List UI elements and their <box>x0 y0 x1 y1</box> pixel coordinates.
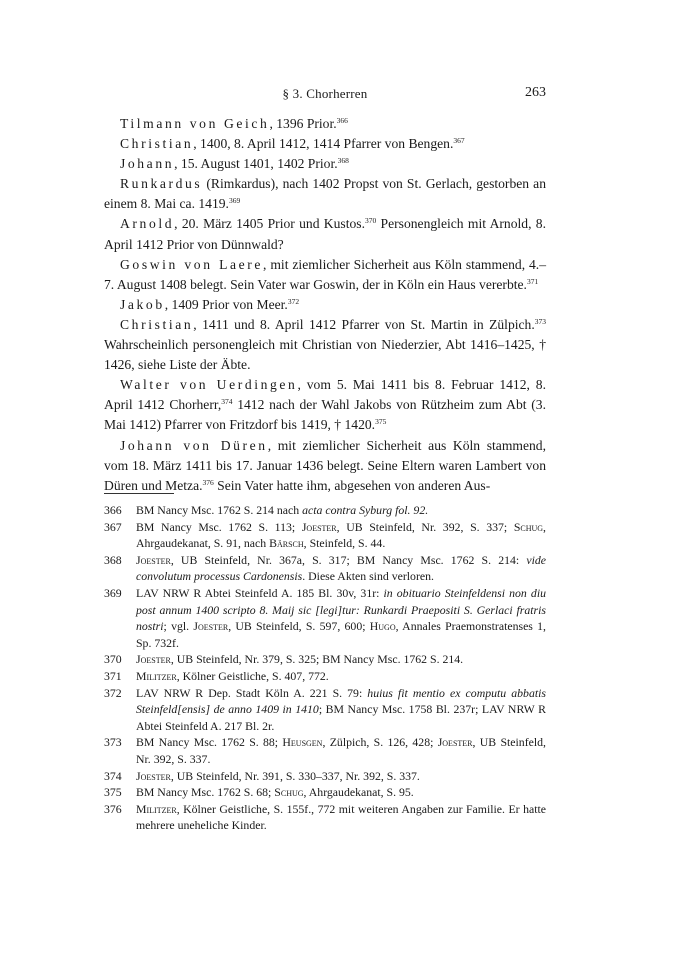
entry-text: , vom 5. Mai 1411 bis 8. Februar 1412, 8. April 1412 Chorherr, <box>104 377 546 413</box>
footnote-text: LAV NRW R Dep. Stadt Köln A. 221 S. 79: <box>136 685 368 700</box>
footnote-number: 368 <box>104 552 122 567</box>
person-name: Christian <box>120 316 194 332</box>
footnote-ref: 375 <box>375 417 387 427</box>
footnote <box>104 801 546 834</box>
footnote-text: , Kölner Geistliche, S. 155f., 772 mit weiteren Angaben zur Familie. Er hatte mehrere uneheliche Kinder. <box>136 801 546 833</box>
entry-paragraph <box>104 315 546 375</box>
footnote-text: Joester <box>301 519 337 534</box>
footnote-text: vide convolutum processus Cardonensis <box>136 552 546 584</box>
footnote-text: , UB Steinfeld, Nr. 392, S. 337; <box>336 519 514 534</box>
footnote <box>104 734 546 767</box>
entry-paragraph <box>104 295 546 315</box>
footnote <box>104 651 546 668</box>
entry-text: (Rimkardus), nach 1402 Propst von St. Gerlach, gestorben an einem 8. Mai ca. 1419. <box>104 176 546 212</box>
footnote-text: LAV NRW R Abtei Steinfeld A. 185 Bl. 30v, 31r: <box>136 585 384 600</box>
footnote-text: , UB Steinfeld, S. 597, 600; <box>228 619 370 634</box>
footnote-ref: 368 <box>337 156 349 166</box>
entry-text: , 1400, 8. April 1412, 1414 Pfarrer von Bengen. <box>193 136 454 152</box>
footnote-text: Bärsch <box>269 536 304 551</box>
entry-text: , 1396 Prior. <box>269 116 337 131</box>
footnote-text: Hugo <box>369 619 396 634</box>
footnote <box>104 519 546 552</box>
entry-text: , mit ziemlicher Sicherheit aus Köln stammend, 4.–7. August 1408 belegt. Sein Vater war Goswin, der in Köln ein Haus vererbte. <box>104 256 546 292</box>
footnote-text: Schug <box>274 785 304 800</box>
entry-text: , mit ziemlicher Sicherheit aus Köln stammend, vom 18. März 1411 bis 17. Januar 1436 belegt. Seine Eltern waren Lambert von Düren und Metza. <box>104 437 546 493</box>
footnote-number: 367 <box>104 519 122 534</box>
footnote-text: ; vgl. <box>163 619 194 634</box>
footnote-text: Schug <box>513 519 544 534</box>
footnote-text: Joester <box>136 652 171 667</box>
entry-paragraph <box>104 134 546 154</box>
person-name: Jakob <box>120 296 165 312</box>
footnote-text: Heusgen <box>282 735 323 750</box>
footnote-ref: 367 <box>453 136 465 146</box>
footnote-ref: 372 <box>287 296 300 306</box>
footnote <box>104 585 546 651</box>
entry-text: 1412 nach der Wahl Jakobs von Rützheim zum Abt (3. Mai 1412) Pfarrer von Fritzdorf bis 1419, † 1420. <box>104 397 546 433</box>
footnote-ref: 369 <box>228 196 241 206</box>
footnote-text: ; BM Nancy Msc. 1758 Bl. 237r; LAV NRW R Abtei Steinfeld A. 217 Bl. 2r. <box>136 702 546 733</box>
entry-text: , 1409 Prior von Meer. <box>164 296 288 312</box>
footnote <box>104 768 546 785</box>
footnote-number: 369 <box>104 585 122 600</box>
person-name: Arnold <box>120 216 175 232</box>
footnote-text: , UB Steinfeld, Nr. 392, S. 337. <box>136 735 546 766</box>
footnote-text: , Annales Praemonstratenses 1, Sp. 732f. <box>136 619 547 650</box>
footnote <box>104 668 546 685</box>
footnotes <box>104 502 546 834</box>
footnote-text: , Ahrgaudekanat, S. 91, nach <box>136 519 546 551</box>
footnote-separator <box>104 493 174 494</box>
footnote-ref: 373 <box>534 316 546 326</box>
footnote-text: . Diese Akten sind verloren. <box>302 569 434 584</box>
entry-paragraph <box>104 154 546 174</box>
footnote-ref: 366 <box>336 116 348 125</box>
entry-paragraph <box>104 174 546 214</box>
footnote-text: , Kölner Geistliche, S. 407, 772. <box>176 668 329 683</box>
footnote-ref: 376 <box>202 477 214 487</box>
entry-text: Wahrscheinlich personengleich mit Christian von Niederzier, Abt 1416–1425, † 1426, siehe Liste der Äbte. <box>104 337 546 373</box>
page-header <box>104 84 546 104</box>
person-name: Johann <box>120 156 175 172</box>
footnote <box>104 784 546 801</box>
person-name: Christian <box>120 136 194 152</box>
footnote-text: , UB Steinfeld, Nr. 391, S. 330–337, Nr. 392, S. 337. <box>170 768 420 783</box>
footnote-ref: 371 <box>526 276 539 286</box>
footnote-number: 376 <box>104 801 122 816</box>
entry-paragraph <box>104 114 546 134</box>
entry-paragraph <box>104 255 546 295</box>
footnote-text: Joester <box>437 735 473 750</box>
footnote-text: BM Nancy Msc. 1762 S. 113; <box>136 519 302 534</box>
footnote-text: , Ahrgaudekanat, S. 95. <box>303 785 414 800</box>
footnote-text: in obituario Steinfeldensi non diu post annum 1400 scripto 8. Maij sic [legi]tur: Runkardi Praepositi S. Gerlaci fratris nostri <box>136 585 546 634</box>
footnote <box>104 685 546 735</box>
footnote <box>104 552 546 585</box>
footnote-number: 370 <box>104 652 122 667</box>
footnote <box>104 502 546 519</box>
footnote-number: 366 <box>104 503 122 517</box>
footnote-text: , UB Steinfeld, Nr. 379, S. 325; BM Nancy Msc. 1762 S. 214. <box>170 652 464 667</box>
entry-text: Personengleich mit Arnold, 8. April 1412 Prior von Dünnwald? <box>104 216 546 252</box>
footnote-text: , Zülpich, S. 126, 428; <box>322 735 438 750</box>
footnote-text: Joester <box>136 768 171 783</box>
entry-text: , 20. März 1405 Prior und Kustos. <box>174 216 365 232</box>
footnote-number: 371 <box>104 668 122 683</box>
footnote-text: Joester <box>193 619 229 634</box>
footnote-text: Joester <box>136 552 171 567</box>
footnote-ref: 370 <box>364 216 377 226</box>
entry-paragraph <box>104 375 546 435</box>
person-name: Walter von Uerdingen <box>120 377 298 393</box>
footnote-text: BM Nancy Msc. 1762 S. 88; <box>136 735 283 750</box>
footnote-text: acta contra Syburg fol. 92. <box>302 503 429 517</box>
person-name: Johann von Düren <box>120 437 268 453</box>
entry-text: , 1411 und 8. April 1412 Pfarrer von St. Martin in Zülpich. <box>193 316 535 332</box>
footnote-text: Militzer <box>136 668 177 683</box>
main-text <box>104 114 546 496</box>
running-head: § 3. Chorherren <box>282 86 368 101</box>
person-name: Goswin von Laere <box>120 256 264 272</box>
footnote-number: 374 <box>104 768 122 783</box>
footnote-text: BM Nancy Msc. 1762 S. 68; <box>136 785 275 800</box>
footnote-number: 375 <box>104 785 122 800</box>
page-number: 263 <box>525 85 546 100</box>
footnote-text: , UB Steinfeld, Nr. 367a, S. 317; BM Nancy Msc. 1762 S. 214: <box>170 552 527 567</box>
entry-paragraph <box>104 436 546 496</box>
footnote-text: , Steinfeld, S. 44. <box>303 536 386 551</box>
footnote-text: BM Nancy Msc. 1762 S. 214 nach <box>136 503 303 517</box>
entry-text: Sein Vater hatte ihm, abgesehen von anderen Aus- <box>213 477 491 493</box>
entry-paragraph <box>104 214 546 254</box>
footnote-text: Militzer <box>136 801 177 816</box>
entry-text: , 15. August 1401, 1402 Prior. <box>174 156 338 172</box>
footnote-number: 372 <box>104 685 122 700</box>
footnote-number: 373 <box>104 735 122 750</box>
footnote-ref: 374 <box>221 397 233 407</box>
person-name: Tilmann von Geich <box>120 116 270 131</box>
footnote-text: huius fit mentio ex computu abbatis Steinfeld[ensis] de anno 1409 in 1410 <box>136 685 546 717</box>
person-name: Runkardus <box>120 176 203 192</box>
